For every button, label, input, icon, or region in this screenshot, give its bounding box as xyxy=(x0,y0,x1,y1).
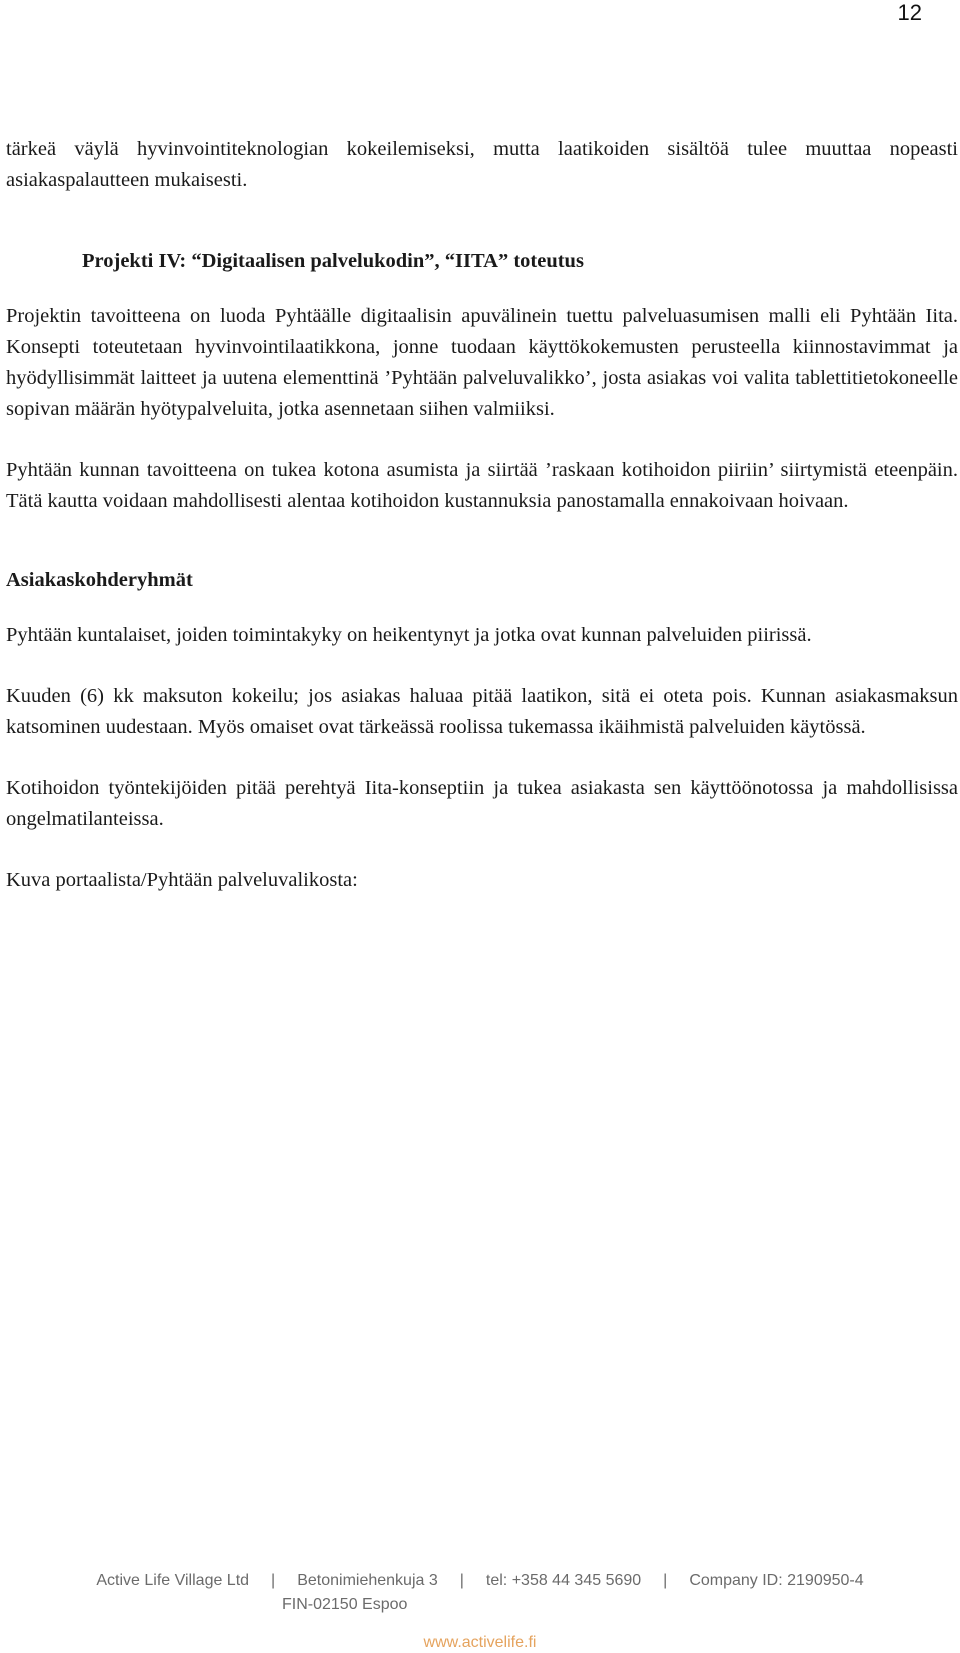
paragraph-project: Projektin tavoitteena on luoda Pyhtäälle digitaalisin apuvälinein tuettu palveluasumisen malli eli Pyhtään Iita. Konsepti toteutetaan hyvinvointilaatikkona, jonne tuodaan käyttökokemusten perusteella kiinnostavimmat ja hyödyllisimmät laitteet ja uutena elementtinä ’Pyhtään palveluvalikko’, josta asiakas voi valita tablettitietokoneelle sopivan määrän hyötypalveluita, jotka asennetaan siihen valmiiksi. xyxy=(6,305,958,420)
paragraph-continued: tärkeä väylä hyvinvointiteknologian kokeilemiseksi, mutta laatikoiden sisältöä tulee muuttaa nopeasti asiakaspalautteen mukaisesti. xyxy=(6,138,958,191)
project-heading: Projekti IV: “Digitaalisen palvelukodin”, “IITA” toteutus xyxy=(82,250,584,272)
footer-separator: | xyxy=(663,1572,668,1589)
page-number: 12 xyxy=(897,0,922,25)
paragraph-trial: Kuuden (6) kk maksuton kokeilu; jos asiakas haluaa pitää laatikon, sitä ei oteta pois. Kunnan asiakasmaksun katsominen uudestaan. Myös omaiset ovat tärkeässä roolissa tukemassa ikäihmistä palveluiden käytössä. xyxy=(6,685,958,738)
footer-postal: FIN-02150 Espoo xyxy=(282,1596,408,1613)
footer-separator: | xyxy=(271,1572,276,1589)
paragraph-image-caption: Kuva portaalista/Pyhtään palveluvalikosta: xyxy=(6,869,358,891)
paragraph-target: Pyhtään kuntalaiset, joiden toimintakyky on heikentynyt ja jotka ovat kunnan palveluiden piirissä. xyxy=(6,624,812,646)
footer-address: Betonimiehenkuja 3 xyxy=(297,1572,438,1589)
paragraph-goal: Pyhtään kunnan tavoitteena on tukea kotona asumista ja siirtää ’raskaan kotihoidon piiriin’ siirtymistä eteenpäin. Tätä kautta voidaan mahdollisesti alentaa kotihoidon kustannuksia panostamalla ennakoivaan hoivaan. xyxy=(6,459,958,512)
document-body xyxy=(6,134,958,896)
footer-phone: tel: +358 44 345 5690 xyxy=(485,1572,642,1589)
target-groups-heading: Asiakaskohderyhmät xyxy=(6,569,193,591)
footer-company: Active Life Village Ltd xyxy=(96,1572,250,1589)
paragraph-workers: Kotihoidon työntekijöiden pitää perehtyä Iita-konseptiin ja tukea asiakasta sen käyttöönotossa ja mahdollisissa ongelmatilanteissa. xyxy=(6,777,958,830)
footer-company-id: Company ID: 2190950-4 xyxy=(689,1572,864,1589)
footer xyxy=(0,1572,960,1590)
footer-separator: | xyxy=(459,1572,464,1589)
footer-website-link[interactable]: www.activelife.fi xyxy=(423,1634,537,1651)
